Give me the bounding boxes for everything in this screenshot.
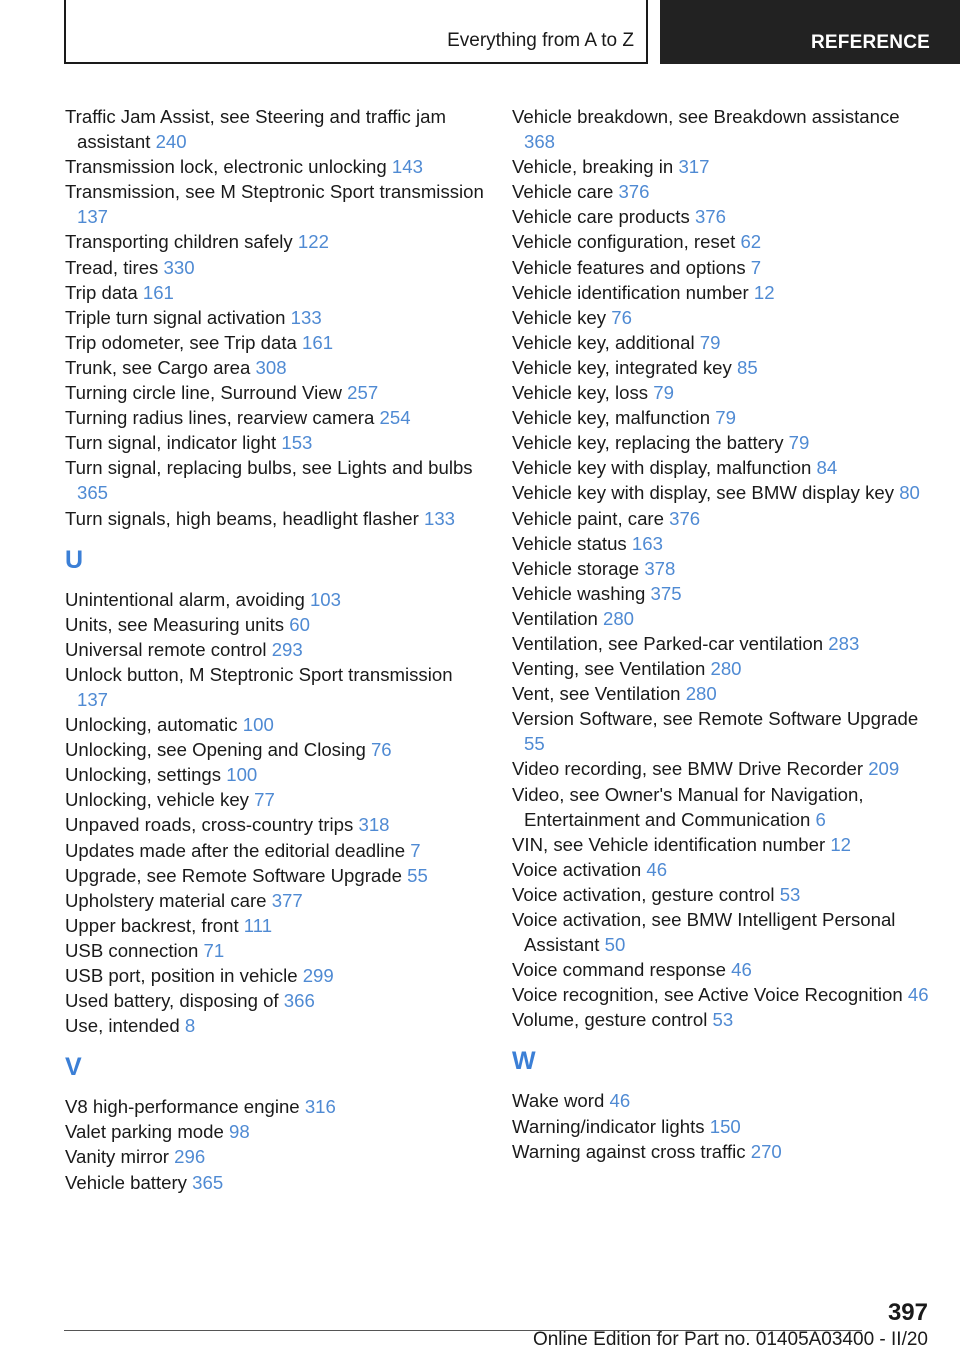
page-reference-link[interactable]: 133 bbox=[424, 507, 456, 529]
page-reference-link[interactable]: 55 bbox=[407, 864, 428, 886]
index-entry-text: Vehicle care bbox=[512, 181, 614, 203]
index-entry-text: Turning circle line, Surround View bbox=[65, 382, 342, 404]
index-entry bbox=[65, 938, 485, 963]
index-entry bbox=[512, 957, 932, 982]
index-entry bbox=[512, 531, 932, 556]
page-reference-link[interactable]: 80 bbox=[899, 482, 920, 504]
page-reference-link[interactable]: 153 bbox=[281, 432, 313, 454]
index-entry-text: Wake word bbox=[512, 1090, 605, 1112]
page-reference-link[interactable]: 375 bbox=[650, 582, 682, 604]
index-entry bbox=[512, 1007, 932, 1032]
page-reference-link[interactable]: 137 bbox=[77, 688, 109, 710]
index-entry-text: Units, see Measuring units bbox=[65, 613, 285, 635]
page-reference-link[interactable]: 46 bbox=[907, 984, 929, 1006]
page-reference-link[interactable]: 98 bbox=[229, 1121, 250, 1143]
page-reference-link[interactable]: 365 bbox=[77, 482, 109, 504]
index-entry bbox=[65, 913, 485, 938]
index-entry-text: USB connection bbox=[65, 939, 199, 961]
index-entry bbox=[512, 882, 932, 907]
index-entry-text: Unlocking, settings bbox=[65, 764, 222, 786]
index-entry bbox=[65, 787, 485, 812]
page-reference-link[interactable]: 12 bbox=[753, 281, 775, 303]
index-letter-heading: W bbox=[512, 1047, 536, 1076]
index-entry bbox=[65, 637, 485, 662]
index-entry-text: Upgrade, see Remote Software Upgrade bbox=[65, 864, 402, 886]
index-entry bbox=[65, 838, 485, 863]
index-entry-text: Volume, gesture control bbox=[512, 1009, 708, 1031]
section-title: Everything from A to Z bbox=[447, 30, 634, 51]
page-reference-link[interactable]: 7 bbox=[410, 839, 421, 861]
page-reference-link[interactable]: 318 bbox=[358, 814, 390, 836]
page-reference-link[interactable]: 377 bbox=[271, 889, 303, 911]
index-entry-text: Ventilation, see Parked-car ventilation bbox=[512, 632, 824, 654]
index-entry-text: Vehicle status bbox=[512, 532, 627, 554]
index-column-left bbox=[65, 104, 485, 1195]
page-reference-link[interactable]: 50 bbox=[604, 934, 626, 956]
page-reference-link[interactable]: 317 bbox=[678, 156, 710, 178]
index-entry-text: Voice activation, see BMW Intelligent Personal Assistant bbox=[512, 909, 896, 956]
page-reference-link[interactable]: 6 bbox=[815, 808, 826, 830]
index-entry bbox=[512, 305, 932, 330]
page-reference-link[interactable]: 12 bbox=[830, 833, 852, 855]
page-reference-link[interactable]: 376 bbox=[694, 206, 726, 228]
page-reference-link[interactable]: 296 bbox=[174, 1146, 206, 1168]
index-entry-text: Transmission lock, electronic unlocking bbox=[65, 156, 387, 178]
index-entry-text: Unpaved roads, cross-country trips bbox=[65, 814, 354, 836]
index-letter-heading: V bbox=[65, 1053, 82, 1082]
index-entry bbox=[65, 179, 485, 229]
page-reference-link[interactable]: 280 bbox=[685, 683, 717, 705]
page-reference-link[interactable]: 79 bbox=[788, 432, 810, 454]
index-entry bbox=[65, 712, 485, 737]
index-entry-text: Version Software, see Remote Software Upgrade bbox=[512, 708, 919, 730]
page-reference-link[interactable]: 100 bbox=[226, 764, 258, 786]
index-entry bbox=[512, 782, 932, 832]
index-entry-text: Vehicle, breaking in bbox=[512, 156, 674, 178]
index-entry bbox=[512, 179, 932, 204]
section-header bbox=[64, 0, 648, 64]
index-entry bbox=[512, 104, 932, 154]
index-entry bbox=[512, 455, 932, 480]
index-entry-text: Unlock button, M Steptronic Sport transmission bbox=[65, 663, 453, 685]
index-entry-text: Vehicle key with display, see BMW display key bbox=[512, 482, 895, 504]
index-entry-text: Turn signals, high beams, headlight flasher bbox=[65, 507, 419, 529]
page-reference-link[interactable]: 103 bbox=[309, 588, 341, 610]
index-entry-text: VIN, see Vehicle identification number bbox=[512, 833, 826, 855]
index-entry-text: Voice activation, gesture control bbox=[512, 883, 775, 905]
index-entry bbox=[512, 1088, 932, 1113]
page-reference-link[interactable]: 76 bbox=[611, 306, 632, 328]
page-reference-link[interactable]: 280 bbox=[710, 658, 742, 680]
index-entry bbox=[512, 355, 932, 380]
page-reference-link[interactable]: 378 bbox=[644, 557, 676, 579]
page-reference-link[interactable]: 133 bbox=[290, 306, 322, 328]
index-entry-text: Updates made after the editorial deadline bbox=[65, 839, 406, 861]
index-entry bbox=[512, 430, 932, 455]
index-entry bbox=[512, 556, 932, 581]
index-entry-text: Upholstery material care bbox=[65, 889, 267, 911]
index-entry-text: Unintentional alarm, avoiding bbox=[65, 588, 305, 610]
index-entry-text: Valet parking mode bbox=[65, 1121, 224, 1143]
page-reference-link[interactable]: 293 bbox=[271, 638, 303, 660]
index-entry bbox=[65, 612, 485, 637]
page-number: 397 bbox=[887, 1299, 928, 1326]
page-reference-link[interactable]: 143 bbox=[391, 156, 423, 178]
index-entry-text: Unlocking, vehicle key bbox=[65, 789, 249, 811]
index-entry bbox=[512, 606, 932, 631]
page-reference-link[interactable]: 270 bbox=[750, 1140, 782, 1162]
index-entry-text: Vehicle battery bbox=[65, 1171, 187, 1193]
index-entry-text: Trip odometer, see Trip data bbox=[65, 331, 297, 353]
page-reference-link[interactable]: 368 bbox=[524, 131, 556, 153]
index-entry-text: Use, intended bbox=[65, 1015, 180, 1037]
page-reference-link[interactable]: 60 bbox=[289, 613, 310, 635]
index-entry bbox=[512, 857, 932, 882]
index-entry bbox=[512, 706, 932, 756]
index-entry bbox=[65, 662, 485, 712]
index-entry bbox=[512, 480, 932, 505]
index-entry bbox=[512, 280, 932, 305]
index-entry-text: Unlocking, automatic bbox=[65, 714, 238, 736]
page-reference-link[interactable]: 257 bbox=[347, 382, 379, 404]
index-entry-text: Vehicle key, additional bbox=[512, 331, 695, 353]
index-entry bbox=[512, 1139, 932, 1164]
index-entry-text: Vehicle key, loss bbox=[512, 382, 649, 404]
page-reference-link[interactable]: 161 bbox=[302, 331, 334, 353]
page-reference-link[interactable]: 209 bbox=[868, 758, 900, 780]
index-entry-text: Video, see Owner's Manual for Navigation, Entertainment and Communication bbox=[512, 783, 864, 830]
index-entry-text: Vehicle key, replacing the battery bbox=[512, 432, 784, 454]
index-entry bbox=[512, 581, 932, 606]
page-reference-link[interactable]: 76 bbox=[370, 739, 392, 761]
index-entry bbox=[65, 762, 485, 787]
index-entry-text: Triple turn signal activation bbox=[65, 306, 286, 328]
page-reference-link[interactable]: 46 bbox=[731, 959, 752, 981]
index-entry-text: Vehicle paint, care bbox=[512, 507, 664, 529]
chapter-tab bbox=[660, 0, 960, 64]
page-reference-link[interactable]: 330 bbox=[163, 256, 195, 278]
index-entry-text: Vehicle care products bbox=[512, 206, 690, 228]
page-reference-link[interactable]: 85 bbox=[736, 356, 758, 378]
index-entry-text: Trip data bbox=[65, 281, 138, 303]
index-entry bbox=[65, 888, 485, 913]
page-reference-link[interactable]: 53 bbox=[712, 1009, 734, 1031]
index-entry bbox=[512, 229, 932, 254]
index-entry bbox=[512, 982, 932, 1007]
page-reference-link[interactable]: 46 bbox=[646, 858, 668, 880]
index-entry bbox=[65, 587, 485, 612]
index-entry bbox=[65, 863, 485, 888]
index-entry bbox=[512, 255, 932, 280]
index-entry-text: Vehicle key with display, malfunction bbox=[512, 457, 812, 479]
index-entry bbox=[512, 1114, 932, 1139]
page-reference-link[interactable]: 84 bbox=[816, 457, 838, 479]
index-entry bbox=[512, 380, 932, 405]
index-entry bbox=[512, 832, 932, 857]
index-entry bbox=[512, 656, 932, 681]
index-entry-text: Transmission, see M Steptronic Sport transmission bbox=[65, 181, 484, 203]
index-entry bbox=[65, 737, 485, 762]
index-entry-text: Warning/indicator lights bbox=[512, 1115, 705, 1137]
index-entry bbox=[65, 1144, 485, 1169]
page-reference-link[interactable]: 8 bbox=[184, 1015, 196, 1037]
index-entry-text: Turn signal, replacing bulbs, see Lights and bulbs bbox=[65, 457, 473, 479]
page-reference-link[interactable]: 163 bbox=[631, 532, 663, 554]
page-reference-link[interactable]: 376 bbox=[618, 181, 650, 203]
index-entry-text: V8 high-performance engine bbox=[65, 1096, 300, 1118]
page-reference-link[interactable]: 150 bbox=[709, 1115, 741, 1137]
index-entry-text: Vehicle key, integrated key bbox=[512, 356, 732, 378]
chapter-title: REFERENCE bbox=[811, 32, 930, 53]
index-entry bbox=[65, 1119, 485, 1144]
index-entry-text: Traffic Jam Assist, see Steering and traffic jam assistant bbox=[65, 106, 446, 153]
index-entry-text: Warning against cross traffic bbox=[512, 1140, 746, 1162]
index-entry bbox=[65, 1094, 485, 1119]
page-reference-link[interactable]: 111 bbox=[243, 914, 273, 936]
index-entry-text: Transporting children safely bbox=[65, 231, 293, 253]
index-entry-text: Voice command response bbox=[512, 959, 726, 981]
index-entry-text: Venting, see Ventilation bbox=[512, 658, 706, 680]
page-reference-link[interactable]: 55 bbox=[524, 733, 545, 755]
index-entry-text: Vehicle key, malfunction bbox=[512, 407, 711, 429]
index-entry bbox=[65, 988, 485, 1013]
index-entry bbox=[65, 305, 485, 330]
index-entry bbox=[65, 104, 485, 154]
index-entry-text: Vehicle configuration, reset bbox=[512, 231, 736, 253]
index-entry bbox=[512, 506, 932, 531]
index-entry-text: Ventilation bbox=[512, 607, 598, 629]
index-entry bbox=[65, 455, 485, 505]
index-entry-text: Voice activation bbox=[512, 858, 642, 880]
index-entry bbox=[65, 330, 485, 355]
page-reference-link[interactable]: 122 bbox=[297, 231, 329, 253]
index-entry-text: Voice recognition, see Active Voice Recognition bbox=[512, 984, 903, 1006]
page-reference-link[interactable]: 299 bbox=[302, 965, 334, 986]
index-entry bbox=[65, 405, 485, 430]
index-entry bbox=[65, 255, 485, 280]
index-entry-text: Vehicle key bbox=[512, 306, 607, 328]
page-reference-link[interactable]: 376 bbox=[669, 507, 701, 529]
page-reference-link[interactable]: 308 bbox=[255, 356, 287, 378]
page-reference-link[interactable]: 79 bbox=[699, 331, 721, 353]
index-entry bbox=[512, 204, 932, 229]
page-reference-link[interactable]: 240 bbox=[155, 131, 187, 153]
index-entry bbox=[512, 154, 932, 179]
index-entry-text: Video recording, see BMW Drive Recorder bbox=[512, 758, 864, 780]
index-entry bbox=[65, 963, 485, 988]
index-entry-text: Vent, see Ventilation bbox=[512, 683, 681, 705]
index-entry-text: Universal remote control bbox=[65, 638, 267, 660]
index-entry-text: Upper backrest, front bbox=[65, 914, 239, 936]
index-entry bbox=[65, 1013, 485, 1038]
index-entry-text: Vehicle washing bbox=[512, 582, 646, 604]
index-entry-text: Unlocking, see Opening and Closing bbox=[65, 739, 366, 761]
index-entry bbox=[512, 330, 932, 355]
index-entry bbox=[65, 355, 485, 380]
edition-info: Online Edition for Part no. 01405A03400 - II/20 bbox=[532, 1329, 928, 1350]
index-entry bbox=[512, 756, 932, 781]
page-reference-link[interactable]: 365 bbox=[192, 1171, 224, 1193]
index-entry bbox=[65, 280, 485, 305]
index-entry bbox=[512, 405, 932, 430]
page-reference-link[interactable]: 316 bbox=[304, 1096, 336, 1118]
index-entry-text: Turning radius lines, rearview camera bbox=[65, 407, 375, 429]
index-entry bbox=[65, 506, 485, 531]
index-entry bbox=[65, 812, 485, 837]
page-reference-link[interactable]: 137 bbox=[77, 206, 109, 228]
index-entry-text: Vanity mirror bbox=[65, 1146, 169, 1168]
index-entry-text: Vehicle breakdown, see Breakdown assistance bbox=[512, 106, 900, 127]
index-entry bbox=[65, 380, 485, 405]
index-entry-text: Turn signal, indicator light bbox=[65, 432, 277, 454]
index-entry-text: Vehicle storage bbox=[512, 557, 640, 579]
index-entry-text: Vehicle identification number bbox=[512, 281, 749, 303]
index-entry-text: Trunk, see Cargo area bbox=[65, 356, 251, 378]
index-entry-text: Tread, tires bbox=[65, 256, 159, 278]
index-entry bbox=[512, 907, 932, 957]
page-reference-link[interactable]: 62 bbox=[740, 231, 762, 253]
page-reference-link[interactable]: 46 bbox=[609, 1090, 631, 1112]
page-reference-link[interactable]: 280 bbox=[602, 607, 635, 629]
index-entry-text: Used battery, disposing of bbox=[65, 990, 279, 1012]
index-entry bbox=[512, 631, 932, 656]
page-reference-link[interactable]: 79 bbox=[653, 382, 674, 404]
index-entry bbox=[65, 229, 485, 254]
index-entry-text: USB port, position in vehicle bbox=[65, 965, 298, 986]
page-reference-link[interactable]: 77 bbox=[254, 789, 275, 811]
index-entry bbox=[65, 1170, 485, 1195]
page-reference-link[interactable]: 161 bbox=[142, 281, 174, 303]
page-reference-link[interactable]: 7 bbox=[750, 256, 762, 278]
index-column-right bbox=[512, 104, 932, 1164]
index-entry bbox=[512, 681, 932, 706]
page-reference-link[interactable]: 79 bbox=[715, 407, 736, 429]
index-entry-text: Vehicle features and options bbox=[512, 256, 746, 278]
page-reference-link[interactable]: 53 bbox=[779, 883, 801, 905]
page-reference-link[interactable]: 100 bbox=[242, 714, 274, 736]
page-reference-link[interactable]: 283 bbox=[828, 632, 860, 654]
index-letter-heading: U bbox=[65, 545, 84, 574]
page-reference-link[interactable]: 71 bbox=[203, 939, 225, 961]
index-entry bbox=[65, 430, 485, 455]
page-reference-link[interactable]: 366 bbox=[283, 990, 315, 1012]
index-entry bbox=[65, 154, 485, 179]
page-reference-link[interactable]: 254 bbox=[379, 407, 411, 429]
